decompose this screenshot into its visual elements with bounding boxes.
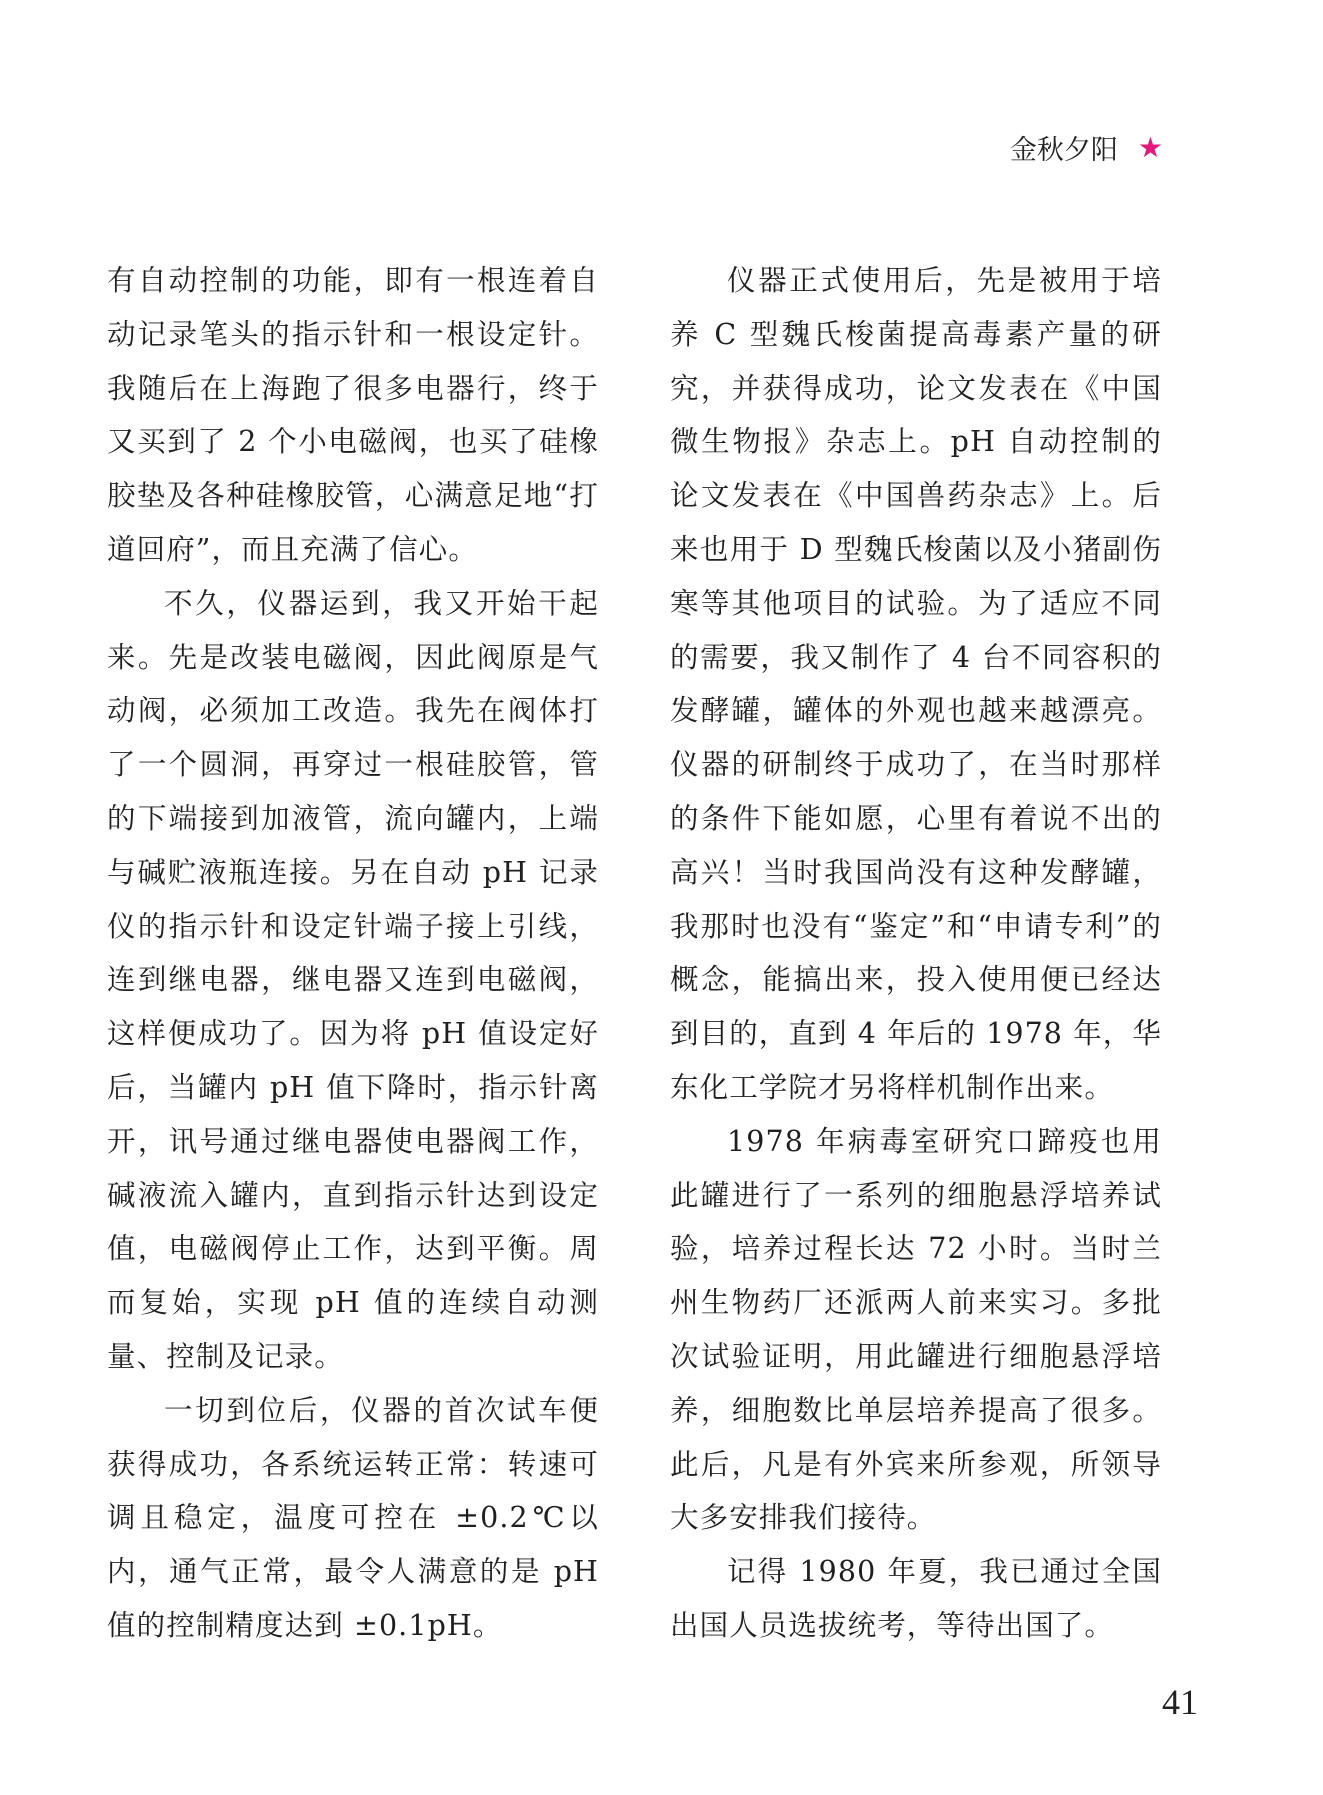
header-title: 金秋夕阳 (1009, 135, 1118, 166)
page-number: 41 (1162, 1682, 1198, 1722)
paragraph: 记得 1980 年夏，我已通过全国出国人员选拔统考，等待出国了。 (670, 1555, 1162, 1642)
star-icon: ★ (1137, 131, 1163, 164)
paragraph: 一切到位后，仪器的首次试车便获得成功，各系统运转正常：转速可调且稳定，温度可控在 ±0.2℃以内，通气正常，最令人满意的是 pH 值的控制精度达到 ±0.1pH。 (107, 1393, 599, 1642)
left-column (107, 254, 599, 1653)
right-column (670, 254, 1162, 1653)
paragraph: 1978 年病毒室研究口蹄疫也用此罐进行了一系列的细胞悬浮培养试验，培养过程长达 72 小时。当时兰州生物药厂还派两人前来实习。多批次试验证明，用此罐进行细胞悬浮培养，细胞数比单层培养提高了很多。此后，凡是有外宾来所参观，所领导大多安排我们接待。 (670, 1124, 1162, 1535)
paragraph: 有自动控制的功能，即有一根连着自动记录笔头的指示针和一根设定针。我随后在上海跑了很多电器行，终于又买到了 2 个小电磁阀，也买了硅橡胶垫及各种硅橡胶管，心满意足地“打道回府”，而且充满了信心。 (107, 264, 599, 566)
paragraph: 不久，仪器运到，我又开始干起来。先是改装电磁阀，因此阀原是气动阀，必须加工改造。我先在阀体打了一个圆洞，再穿过一根硅胶管，管的下端接到加液管，流向罐内，上端与碱贮液瓶连接。另在自动 pH 记录仪的指示针和设定针端子接上引线，连到继电器，继电器又连到电磁阀，这样便成功了。因为将 pH 值设定好后，当罐内 pH 值下降时，指示针离开，讯号通过继电器使电器阀工作，碱液流入罐内，直到指示针达到设定值，电磁阀停止工作，达到平衡。周而复始，实现 pH 值的连续自动测量、控制及记录。 (107, 586, 599, 1373)
paragraph: 仪器正式使用后，先是被用于培养 C 型魏氏梭菌提高毒素产量的研究，并获得成功，论文发表在《中国微生物报》杂志上。pH 自动控制的论文发表在《中国兽药杂志》上。后来也用于 D 型魏氏梭菌以及小猪副伤寒等其他项目的试验。为了适应不同的需要，我又制作了 4 台不同容积的发酵罐，罐体的外观也越来越漂亮。仪器的研制终于成功了，在当时那样的条件下能如愿，心里有着说不出的高兴！当时我国尚没有这种发酵罐，我那时也没有“鉴定”和“申请专利”的概念，能搞出来，投入使用便已经达到目的，直到 4 年后的 1978 年，华东化工学院才另将样机制作出来。 (670, 264, 1163, 1104)
running-header (1010, 128, 1163, 167)
